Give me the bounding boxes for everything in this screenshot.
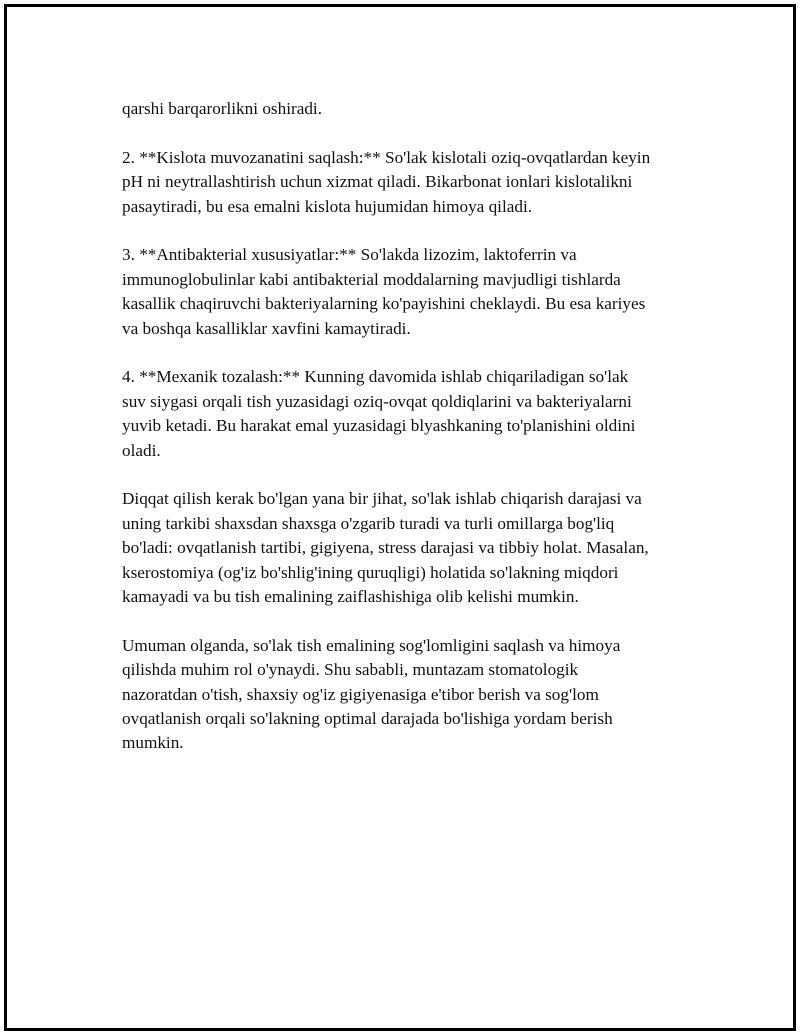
paragraph-intro-continuation: [122, 97, 702, 121]
paragraph-acid-balance: [122, 146, 702, 219]
text-line: yuvib ketadi. Bu harakat emal yuzasidagi blyashkaning to'planishini oldini: [122, 416, 636, 436]
text-line: 4. **Mexanik tozalash:** Kunning davomida ishlab chiqariladigan so'lak: [122, 367, 629, 387]
text-line: Diqqat qilish kerak bo'lgan yana bir jihat, so'lak ishlab chiqarish darajasi va: [122, 489, 642, 509]
text-line: kasallik chaqiruvchi bakteriyalarning ko'payishini cheklaydi. Bu esa kariyes: [122, 294, 646, 314]
page-frame: [4, 4, 796, 1031]
text-line: kamayadi va bu tish emalining zaiflashishiga olib kelishi mumkin.: [122, 587, 579, 607]
paragraph-mechanical-cleaning: [122, 365, 702, 463]
text-line: Umuman olganda, so'lak tish emalining sog'lomligini saqlash va himoya: [122, 635, 621, 655]
paragraph-antibacterial: [122, 243, 702, 341]
text-line: kserostomiya (og'iz bo'shlig'ining quruqligi) holatida so'lakning miqdori: [122, 562, 619, 582]
text-line: ovqatlanish orqali so'lakning optimal darajada bo'lishiga yordam berish: [122, 709, 613, 729]
document-body: [122, 97, 702, 780]
text-line: immunoglobulinlar kabi antibakterial moddalarning mavjudligi tishlarda: [122, 269, 621, 289]
paragraph-conclusion: [122, 634, 702, 756]
text-line: suv siygasi orqali tish yuzasidagi oziq-ovqat qoldiqlarini va bakteriyalarni: [122, 391, 632, 411]
text-line: qilishda muhim rol o'ynaydi. Shu sababli, muntazam stomatologik: [122, 660, 579, 680]
text-line: va boshqa kasalliklar xavfini kamaytiradi.: [122, 318, 411, 338]
text-line: mumkin.: [122, 733, 184, 753]
text-line: uning tarkibi shaxsdan shaxsga o'zgarib turadi va turli omillarga bog'liq: [122, 513, 615, 533]
text-line: qarshi barqarorlikni oshiradi.: [122, 99, 322, 118]
text-line: nazoratdan o'tish, shaxsiy og'iz gigiyenasiga e'tibor berish va sog'lom: [122, 684, 599, 704]
text-line: 3. **Antibakterial xususiyatlar:** So'lakda lizozim, laktoferrin va: [122, 245, 577, 265]
text-line: pH ni neytrallashtirish uchun xizmat qiladi. Bikarbonat ionlari kislotalikni: [122, 172, 633, 192]
text-line: 2. **Kislota muvozanatini saqlash:** So'lak kislotali oziq-ovqatlardan keyin: [122, 147, 651, 167]
text-line: pasaytiradi, bu esa emalni kislota hujumidan himoya qiladi.: [122, 196, 533, 216]
text-line: bo'ladi: ovqatlanish tartibi, gigiyena, stress darajasi va tibbiy holat. Masalan,: [122, 538, 649, 558]
text-line: oladi.: [122, 440, 161, 460]
paragraph-individual-variation: [122, 487, 702, 609]
